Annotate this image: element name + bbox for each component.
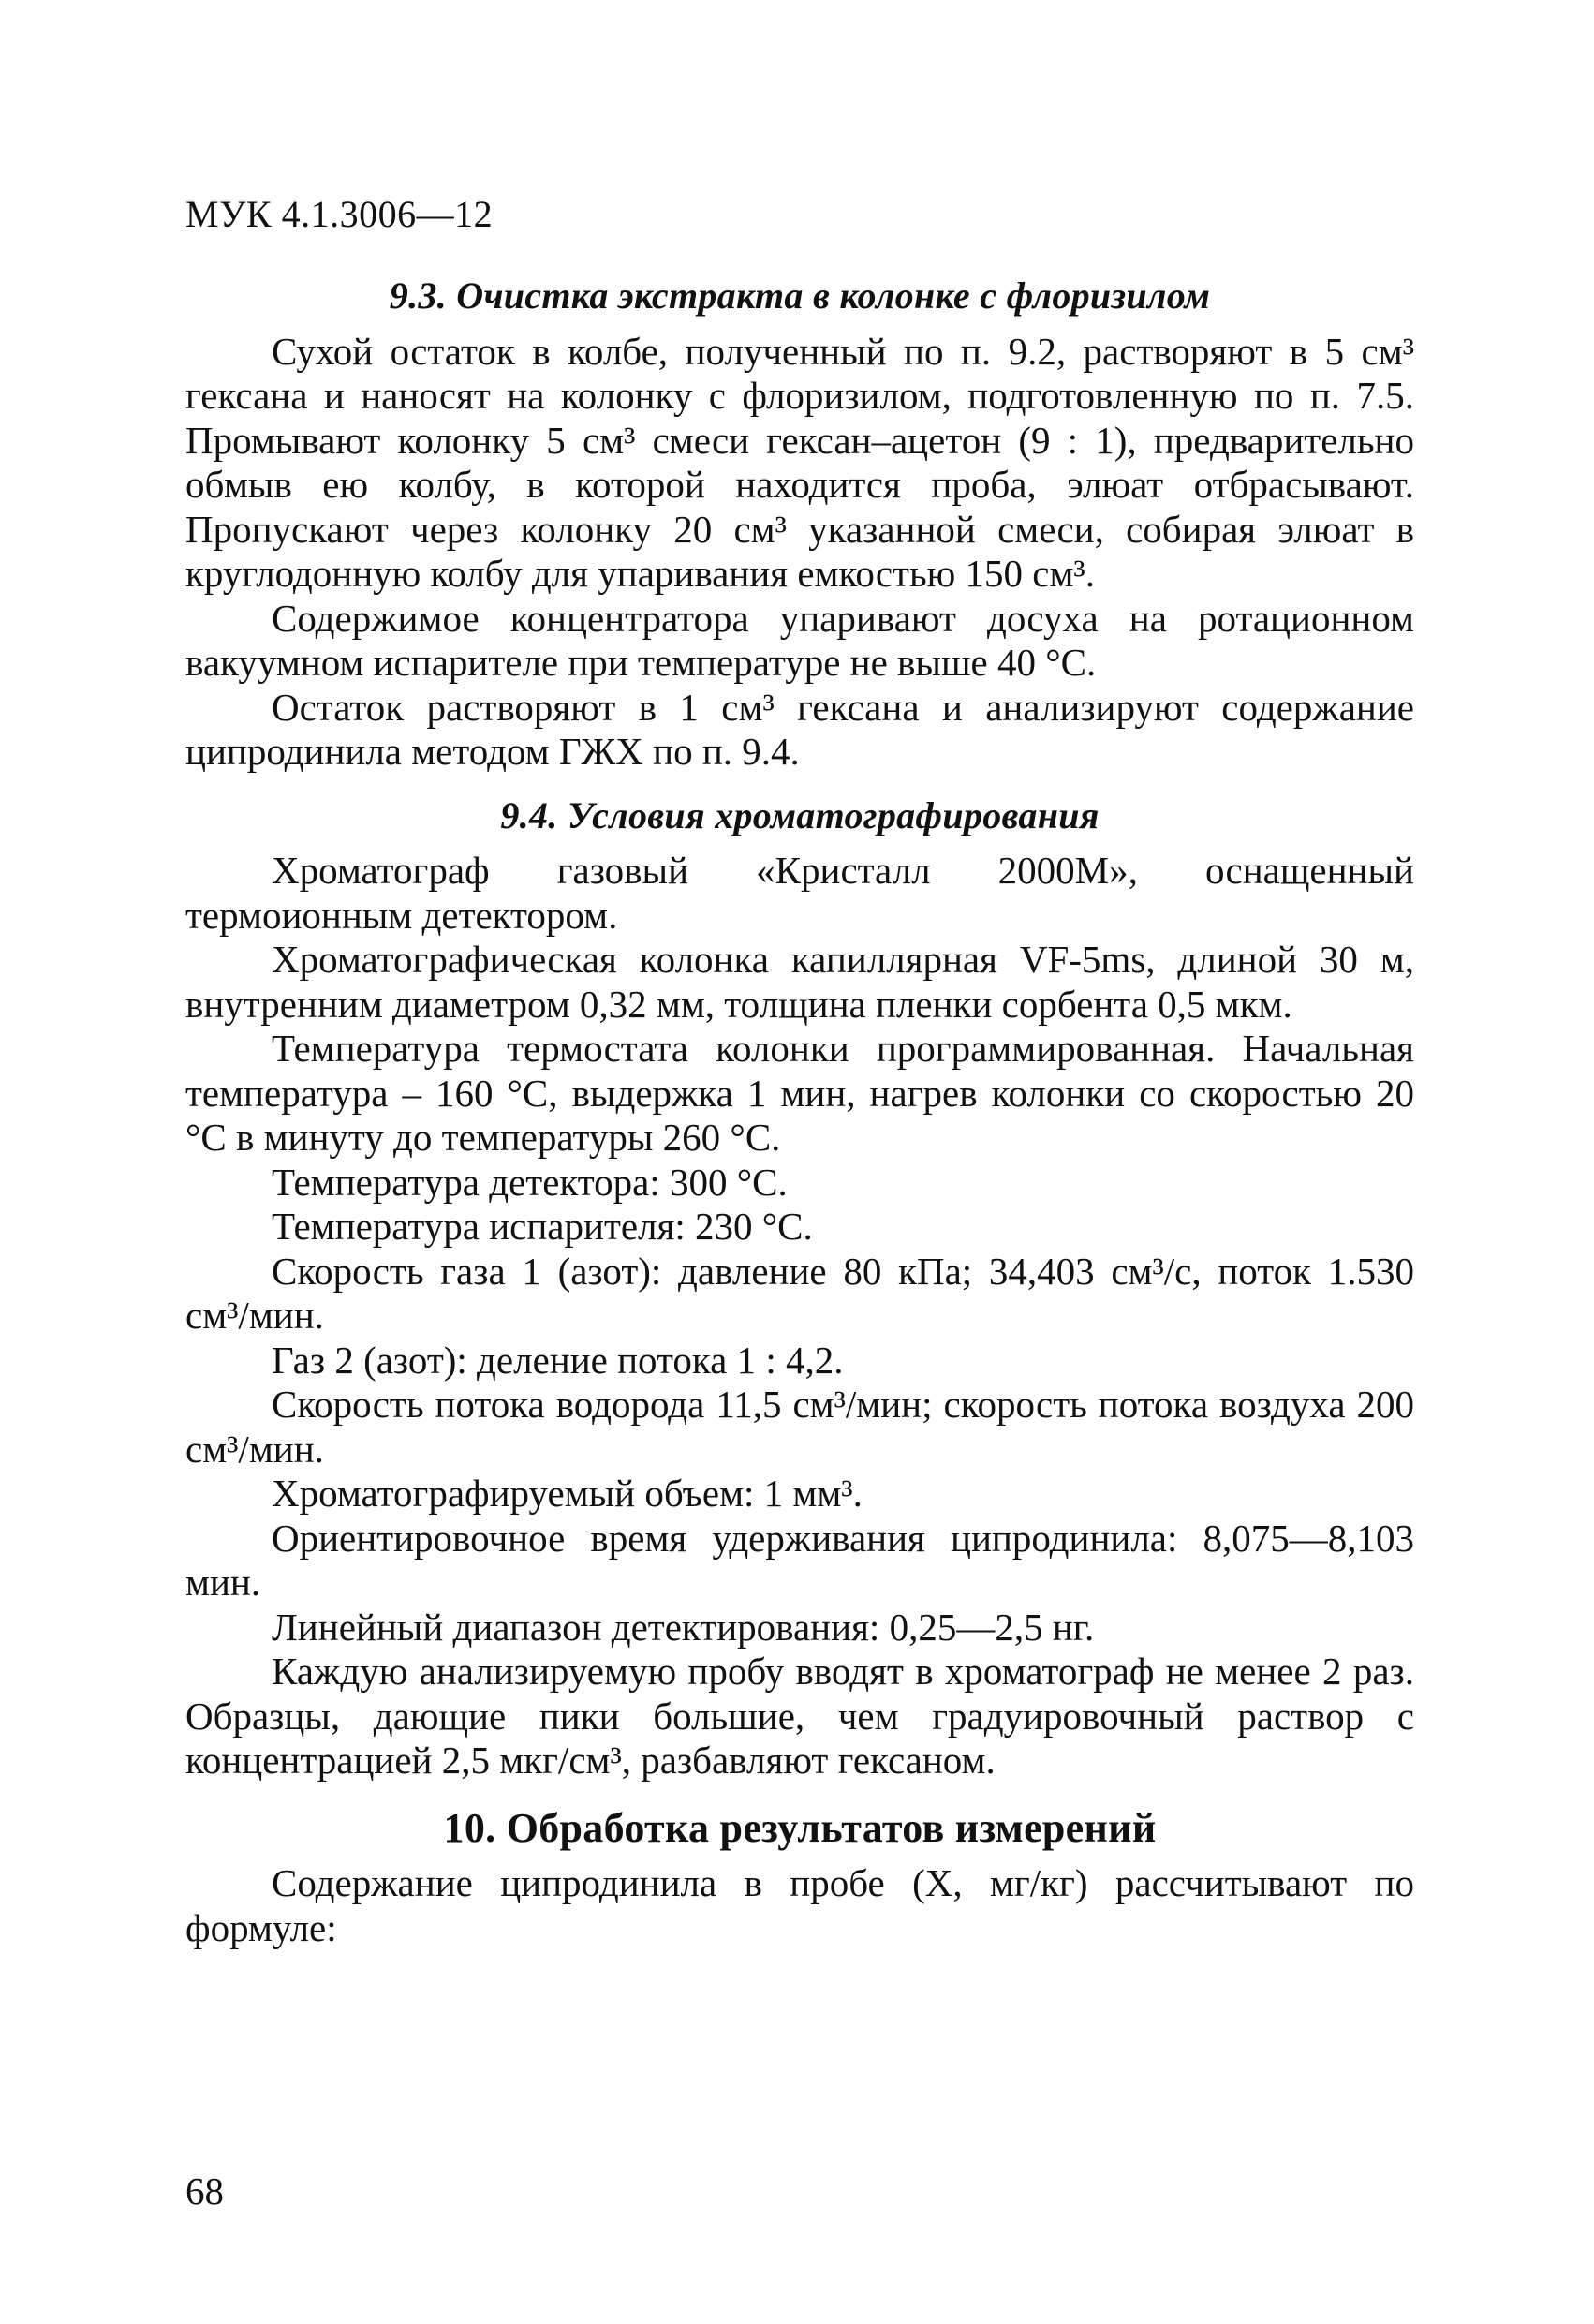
paragraph: Содержание ципродинила в пробе (X, мг/кг) рассчитывают по формуле: xyxy=(185,1861,1414,1949)
paragraph: Содержимое концентратора упаривают досуха на ротационном вакуумном испарителе при температуре не выше 40 °С. xyxy=(185,596,1414,684)
paragraph: Линейный диапазон детектирования: 0,25—2,5 нг. xyxy=(272,1605,1095,1649)
page-content xyxy=(185,274,1414,1950)
paragraph: Температура детектора: 300 °С. xyxy=(272,1160,788,1204)
paragraph: Хроматографическая колонка капиллярная VF-5ms, длиной 30 м, внутренним диаметром 0,32 мм, толщина пленки сорбента 0,5 мкм. xyxy=(185,938,1414,1026)
paragraph: Температура испарителя: 230 °С. xyxy=(272,1205,813,1248)
paragraph: Ориентировочное время удерживания ципродинила: 8,075—8,103 мин. xyxy=(185,1516,1414,1604)
paragraph: Хроматографируемый объем: 1 мм³. xyxy=(272,1472,863,1515)
paragraph: Хроматограф газовый «Кристалл 2000М», оснащенный термоионным детектором. xyxy=(185,849,1414,937)
paragraph: Температура термостата колонки программированная. Начальная температура – 160 °С, выдержка 1 мин, нагрев колонки со скоростью 20 °С в минуту до температуры 260 °С. xyxy=(185,1027,1414,1159)
paragraph: Каждую анализируемую пробу вводят в хроматограф не менее 2 раз. Образцы, дающие пики большие, чем градуировочный раствор с концентрацией 2,5 мкг/см³, разбавляют гексаном. xyxy=(185,1650,1414,1782)
paragraph: Скорость потока водорода 11,5 см³/мин; скорость потока воздуха 200 см³/мин. xyxy=(185,1383,1414,1471)
section-9-4-title: 9.4. Условия хроматографирования xyxy=(500,793,1100,836)
paragraph: Скорость газа 1 (азот): давление 80 кПа; 34,403 см³/с, поток 1.530 см³/мин. xyxy=(185,1249,1414,1337)
paragraph: Газ 2 (азот): деление потока 1 : 4,2. xyxy=(272,1338,844,1382)
paragraph: Сухой остаток в колбе, полученный по п. 9.2, растворяют в 5 см³ гексана и наносят на колонку с флоризилом, подготовленную по п. 7.5. Промывают колонку 5 см³ смеси гексан–ацетон (9 : 1), предварительно обмыв ею колбу, в которой находится проба, элюат отбрасывают. Пропускают через колонку 20 см³ указанной смеси, собирая элюат в круглодонную колбу для упаривания емкостью 150 см³. xyxy=(185,329,1414,595)
section-10-heading: 10. Обработка результатов измерений xyxy=(443,1804,1157,1851)
document-code: МУК 4.1.3006—12 xyxy=(185,193,494,235)
section-9-3-title: 9.3. Очистка экстракта в колонке с флоризилом xyxy=(389,274,1211,317)
page-number: 68 xyxy=(185,2169,224,2213)
paragraph: Остаток растворяют в 1 см³ гексана и анализируют содержание ципродинила методом ГЖХ по п. 9.4. xyxy=(185,685,1414,773)
